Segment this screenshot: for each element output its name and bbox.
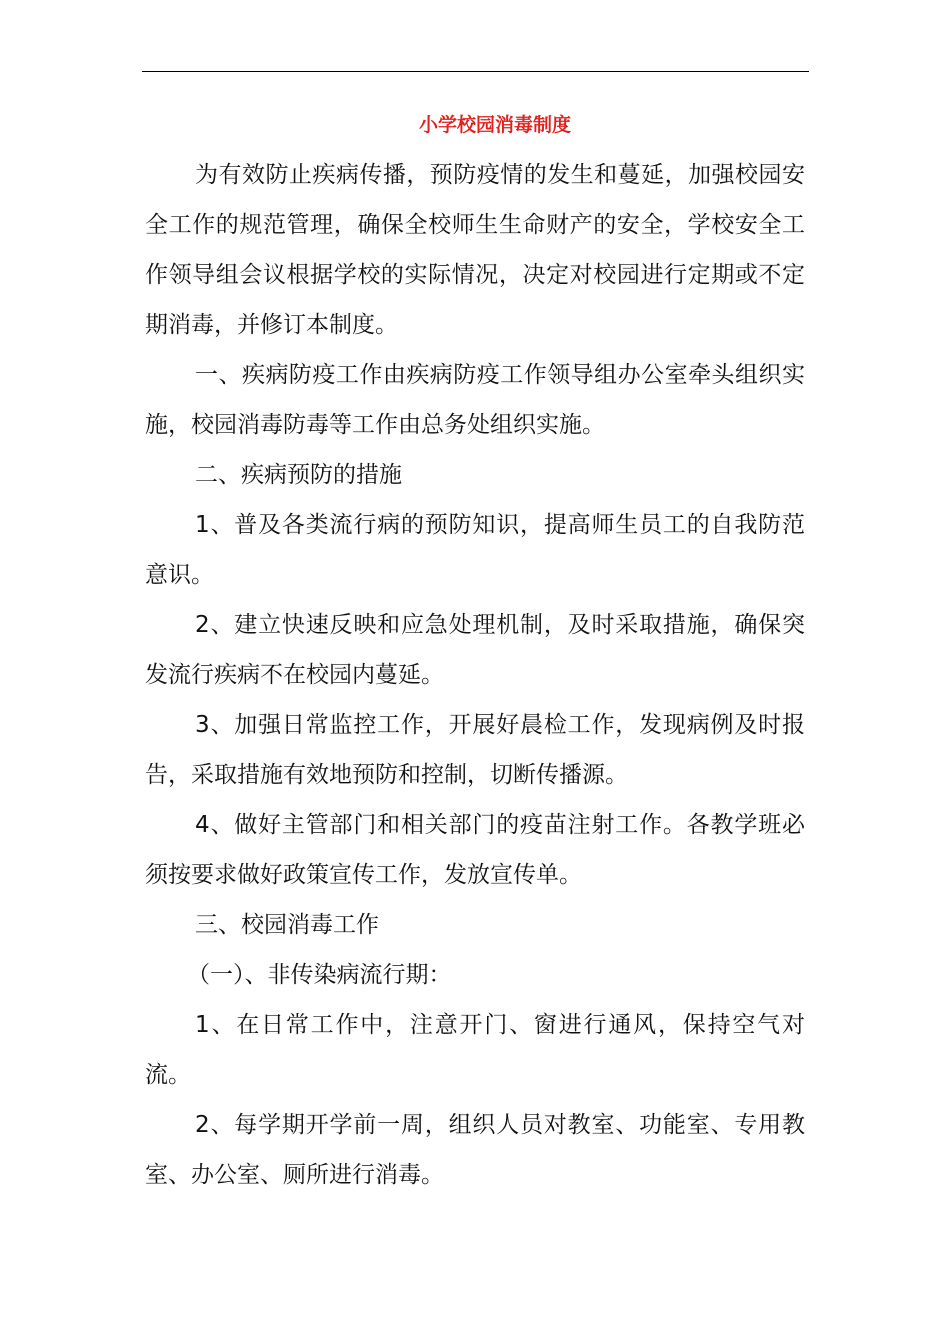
document-body xyxy=(145,150,805,1200)
paragraph-item-4: 4、做好主管部门和相关部门的疫苗注射工作。各教学班必须按要求做好政策宣传工作，发放宣传单。 xyxy=(145,812,805,888)
paragraph-sub-item-1: 1、在日常工作中，注意开门、窗进行通风，保持空气对流。 xyxy=(145,1012,805,1088)
paragraph-item-3: 3、加强日常监控工作，开展好晨检工作，发现病例及时报告，采取措施有效地预防和控制，切断传播源。 xyxy=(145,712,805,788)
paragraph-item-2: 2、建立快速反映和应急处理机制，及时采取措施，确保突发流行疾病不在校园内蔓延。 xyxy=(145,612,805,688)
paragraph-item-1: 1、普及各类流行病的预防知识，提高师生员工的自我防范意识。 xyxy=(145,512,805,588)
paragraph-section-1: 一、疾病防疫工作由疾病防疫工作领导组办公室牵头组织实施，校园消毒防毒等工作由总务处组织实施。 xyxy=(145,362,805,438)
header-rule xyxy=(142,71,809,72)
paragraph-sub-item-2: 2、每学期开学前一周，组织人员对教室、功能室、专用教室、办公室、厕所进行消毒。 xyxy=(145,1112,805,1188)
document-title: 小学校园消毒制度 xyxy=(418,114,571,136)
heading-section-2: 二、疾病预防的措施 xyxy=(195,462,402,488)
subheading-non-epidemic: （一）、非传染病流行期： xyxy=(187,962,452,988)
heading-section-3: 三、校园消毒工作 xyxy=(195,912,379,938)
paragraph-intro: 为有效防止疾病传播，预防疫情的发生和蔓延，加强校园安全工作的规范管理，确保全校师生生命财产的安全，学校安全工作领导组会议根据学校的实际情况，决定对校园进行定期或不定期消毒，并修订本制度。 xyxy=(145,162,805,338)
